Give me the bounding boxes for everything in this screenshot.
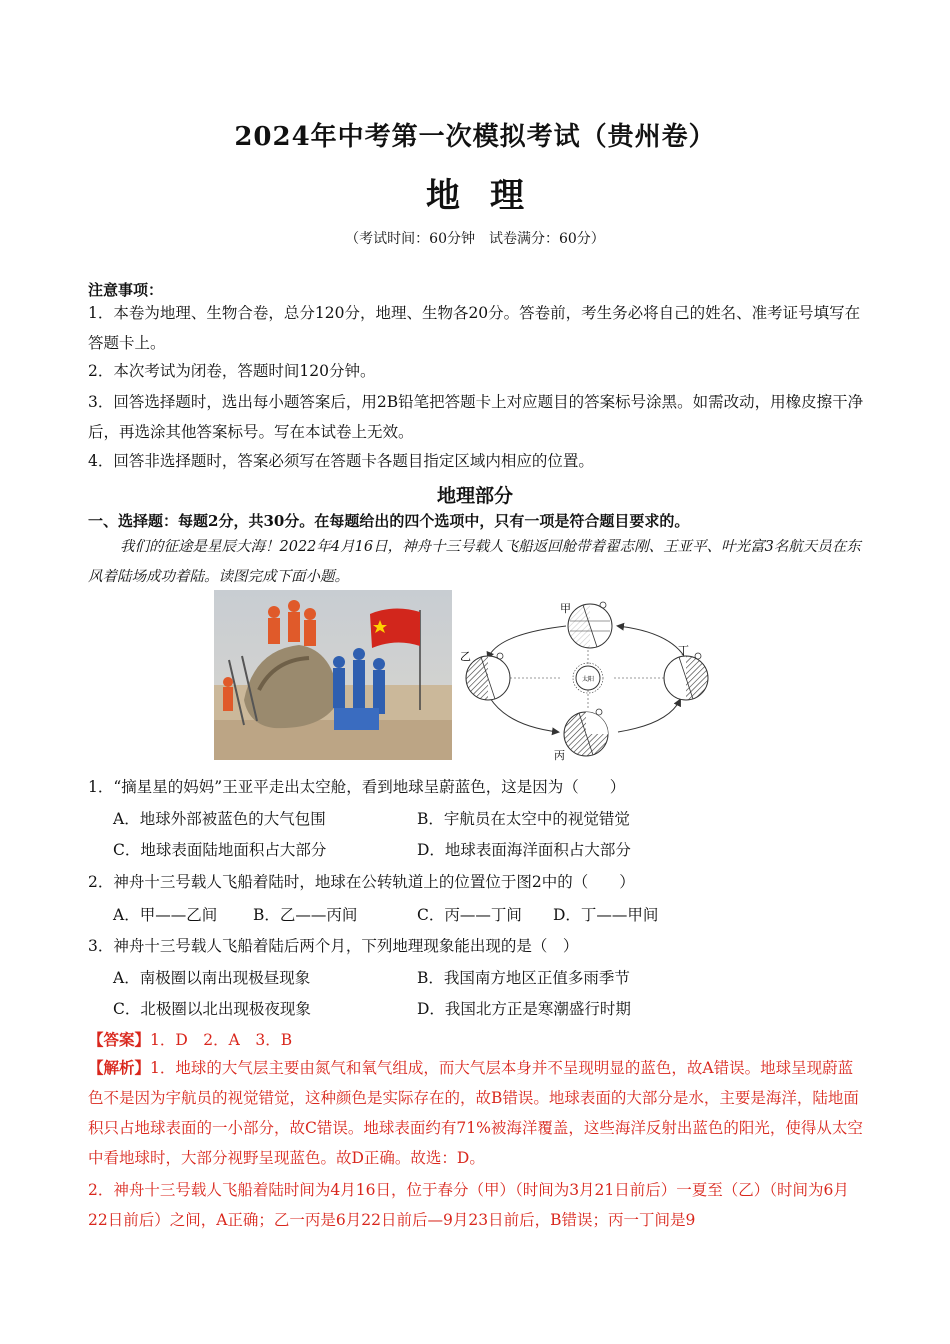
answer-text: 1．D 2．A 3．B <box>150 1031 293 1049</box>
exam-title: 2024年中考第一次模拟考试（贵州卷） <box>234 122 716 152</box>
part-heading: 一、选择题：每题2分，共30分。在每题给出的四个选项中，只有一项是符合题目要求的。 <box>88 512 690 530</box>
q3-option-d: D．我国北方正是寒潮盛行时期 <box>417 1000 631 1018</box>
q2-option-c: C．丙——丁间 <box>417 906 522 924</box>
q2-option-a: A．甲——乙间 <box>113 906 218 924</box>
section-title: 地理部分 <box>436 485 513 507</box>
notice-item-4: 4．回答非选择题时，答案必须写在答题卡各题目指定区域内相应的位置。 <box>88 452 594 470</box>
q2-option-d: D．丁——甲间 <box>553 906 659 924</box>
notice-item-1: 1．本卷为地理、生物合卷，总分120分，地理、生物各20分。答卷前，考生务必将自己的姓名、准考证号填写在答题卡上。 <box>88 304 861 352</box>
label-bing: 丙 <box>554 749 565 762</box>
q1-option-b: B．宇航员在太空中的视觉错觉 <box>417 810 630 828</box>
orbit-diagram <box>458 596 718 764</box>
analysis-paragraph-1 <box>88 1053 864 1173</box>
label-jia: 甲 <box>560 602 571 615</box>
analysis-tag: 【解析】 <box>88 1058 151 1077</box>
notice-item-3: 3．回答选择题时，选出每小题答案后，用2B铅笔把答题卡上对应题目的答案标号涂黑。如需改动，用橡皮擦干净后，再选涂其他答案标号。写在本试卷上无效。 <box>88 393 864 441</box>
exam-info: （考试时间：60分钟 试卷满分：60分） <box>345 231 605 247</box>
notice-item-2: 2．本次考试为闭卷，答题时间120分钟。 <box>88 362 376 380</box>
answer-line <box>88 1028 292 1050</box>
analysis-paragraph-2: 2．神舟十三号载人飞船着陆时间为4月16日，位于春分（甲）（时间为3月21日前后）一夏至（乙）（时间为6月22日前后）之间，A正确；乙一丙是6月22日前后—9月23日前后，B错误；丙一丁间是9 <box>88 1181 849 1229</box>
q2-option-b: B．乙——丙间 <box>253 906 358 924</box>
q1-option-d: D．地球表面海洋面积占大部分 <box>417 841 631 859</box>
q1-option-c: C．地球表面陆地面积占大部分 <box>113 841 327 859</box>
notice-title: 注意事项： <box>88 281 164 299</box>
q1-option-a: A．地球外部被蓝色的大气包围 <box>113 810 326 828</box>
q3-option-c: C．北极圈以北出现极夜现象 <box>113 1000 311 1018</box>
q3-option-a: A．南极圈以南出现极昼现象 <box>113 969 311 987</box>
label-yi: 乙 <box>460 650 471 663</box>
question-1-stem: 1．“摘星星的妈妈”王亚平走出太空舱，看到地球呈蔚蓝色，这是因为（ ） <box>88 778 626 796</box>
answer-tag: 【答案】 <box>88 1030 151 1049</box>
q3-option-b: B．我国南方地区正值多雨季节 <box>417 969 630 987</box>
sun-label: 太阳 <box>581 676 595 683</box>
label-ding: 丁 <box>678 644 689 657</box>
subject-title: 地理 <box>426 176 554 216</box>
question-3-stem: 3．神舟十三号载人飞船着陆后两个月，下列地理现象能出现的是（ ） <box>88 937 579 955</box>
reading-intro: 我们的征途是星辰大海！2022年4月16日，神舟十三号载人飞船返回舱带着翟志刚、王亚平、叶光富3名航天员在东风着陆场成功着陆。读图完成下面小题。 <box>88 539 861 585</box>
landing-photo <box>214 590 452 760</box>
question-2-stem: 2．神舟十三号载人飞船着陆时，地球在公转轨道上的位置位于图2中的（ ） <box>88 873 635 891</box>
analysis-text-1: 1．地球的大气层主要由氮气和氧气组成，而大气层本身并不呈现明显的蓝色，故A错误。地球呈现蔚蓝色不是因为宇航员的视觉错觉，这种颜色是实际存在的，故B错误。地球表面的大部分是水，主要是海洋，陆地面积只占地球表面的一小部分，故C错误。地球表面约有71%被海洋覆盖，这些海洋反射出蓝色的阳光，使得从太空中看地球时，大部分视野呈现蓝色。故D正确。故选：D。 <box>88 1059 863 1167</box>
